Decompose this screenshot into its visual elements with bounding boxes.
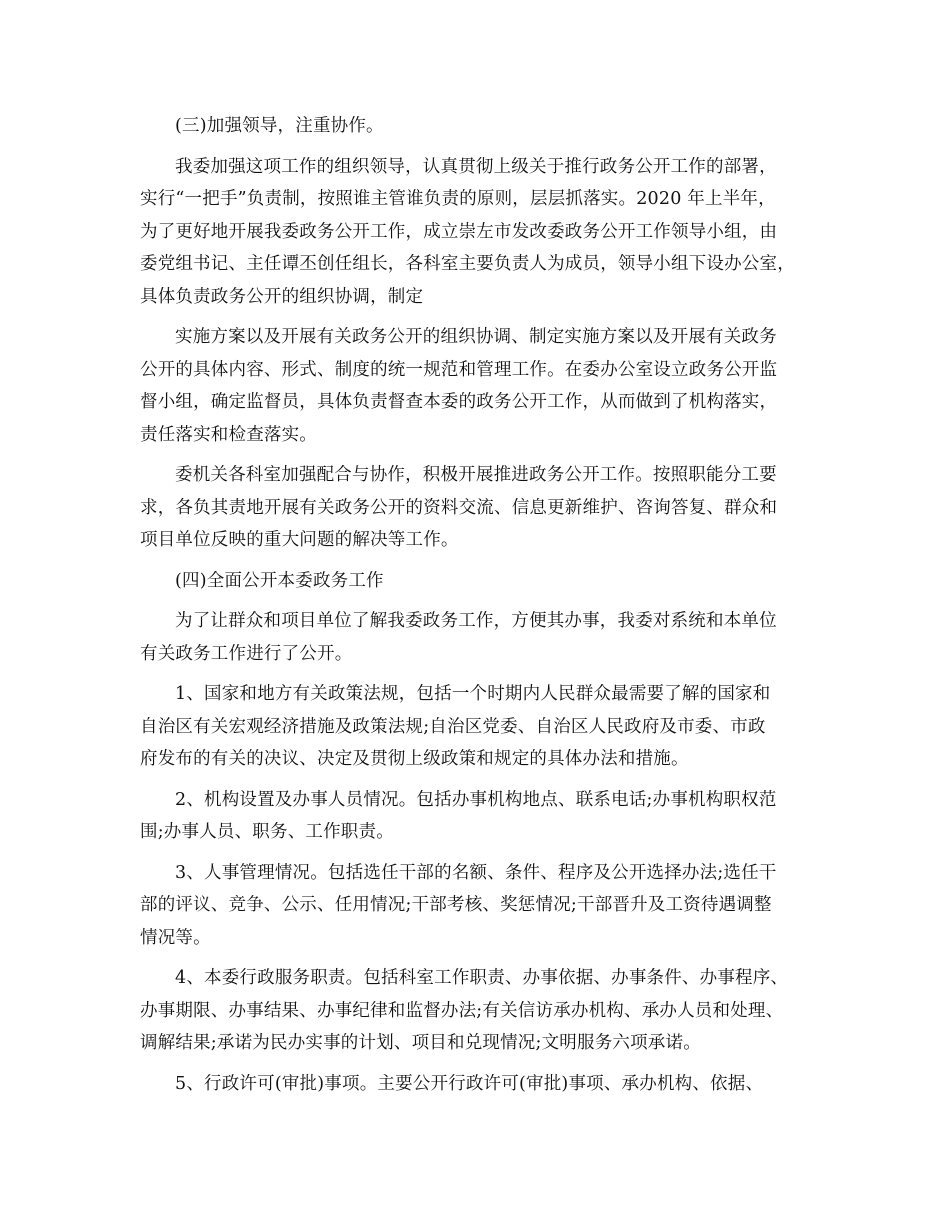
document-page (140, 110, 830, 1108)
paragraph-item-1 (140, 678, 830, 776)
text-line: 责任落实和检查落实。 (140, 424, 317, 445)
text-line: 府发布的有关的决议、决定及贯彻上级政策和规定的具体办法和措施。 (140, 749, 689, 769)
text-line: 4、本委行政服务职责。包括科室工作职责、办事依据、办事条件、办事程序、 (175, 968, 789, 988)
text-line: 5、行政许可(审批)事项。主要公开行政许可(审批)事项、承办机构、依据、 (175, 1073, 764, 1094)
paragraph-disclosure-intro (140, 605, 830, 670)
paragraph-cooperation (140, 459, 830, 557)
text-line: 实行“一把手”负责制，按照谁主管谁负责的原则，层层抓落实。2020 年上半年， (140, 189, 776, 209)
text-line: (三)加强领导，注重协作。 (175, 116, 384, 136)
text-line: 3、人事管理情况。包括选任干部的名额、条件、程序及公开选择办法;选任干 (175, 862, 777, 883)
text-line: 情况等。 (140, 927, 211, 948)
text-line: 项目单位反映的重大问题的解决等工作。 (140, 530, 459, 550)
text-line: 督小组，确定监督员，具体负责督查本委的政务公开工作，从而做到了机构落实， (140, 392, 778, 412)
paragraph-item-3 (140, 857, 830, 955)
paragraph-item-4 (140, 962, 830, 1060)
text-line: 围;办事人员、职务、工作职责。 (140, 822, 394, 842)
paragraph-leadership (140, 151, 830, 314)
text-line: 实施方案以及开展有关政务公开的组织协调、制定实施方案以及开展有关政务 (175, 327, 777, 347)
text-line: 部的评议、竞争、公示、任用情况;干部考核、奖惩情况;干部晋升及工资待遇调整 (140, 895, 772, 915)
text-line: 为了让群众和项目单位了解我委政务工作，方便其办事，我委对系统和本单位 (175, 611, 777, 631)
text-line: 委党组书记、主任谭丕创任组长，各科室主要负责人为成员，领导小组下设办公室， (140, 254, 795, 274)
section-heading-four (140, 565, 830, 598)
paragraph-item-5 (140, 1068, 830, 1101)
text-line: 我委加强这项工作的组织领导，认真贯彻上级关于推行政务公开工作的部署， (175, 156, 777, 177)
text-line: 求，各负其责地开展有关政务公开的资料交流、信息更新维护、咨询答复、群众和 (140, 497, 778, 518)
text-line: 2、机构设置及办事人员情况。包括办事机构地点、联系电话;办事机构职权范 (175, 789, 777, 810)
text-line: 具体负责政务公开的组织协调，制定 (140, 286, 424, 307)
text-line: 1、国家和地方有关政策法规，包括一个时期内人民群众最需要了解的国家和 (175, 684, 771, 704)
text-line: 自治区有关宏观经济措施及政策法规;自治区党委、自治区人民政府及市委、市政 (140, 716, 766, 737)
section-heading-three (140, 110, 830, 143)
text-line: 调解结果;承诺为民办实事的计划、项目和兑现情况;文明服务六项承诺。 (140, 1033, 701, 1053)
paragraph-implementation (140, 321, 830, 451)
text-line: 公开的具体内容、形式、制度的统一规范和管理工作。在委办公室设立政务公开监 (140, 359, 778, 380)
text-line: 办事期限、办事结果、办事纪律和监督办法;有关信访承办机构、承办人员和处理、 (140, 1000, 784, 1021)
text-line: 为了更好地开展我委政务公开工作，成立崇左市发改委政务公开工作领导小组，由 (140, 221, 778, 242)
text-line: (四)全面公开本委政务工作 (175, 570, 384, 591)
paragraph-item-2 (140, 784, 830, 849)
text-line: 委机关各科室加强配合与协作，积极开展推进政务公开工作。按照职能分工要 (175, 465, 777, 485)
text-line: 有关政务工作进行了公开。 (140, 643, 353, 664)
